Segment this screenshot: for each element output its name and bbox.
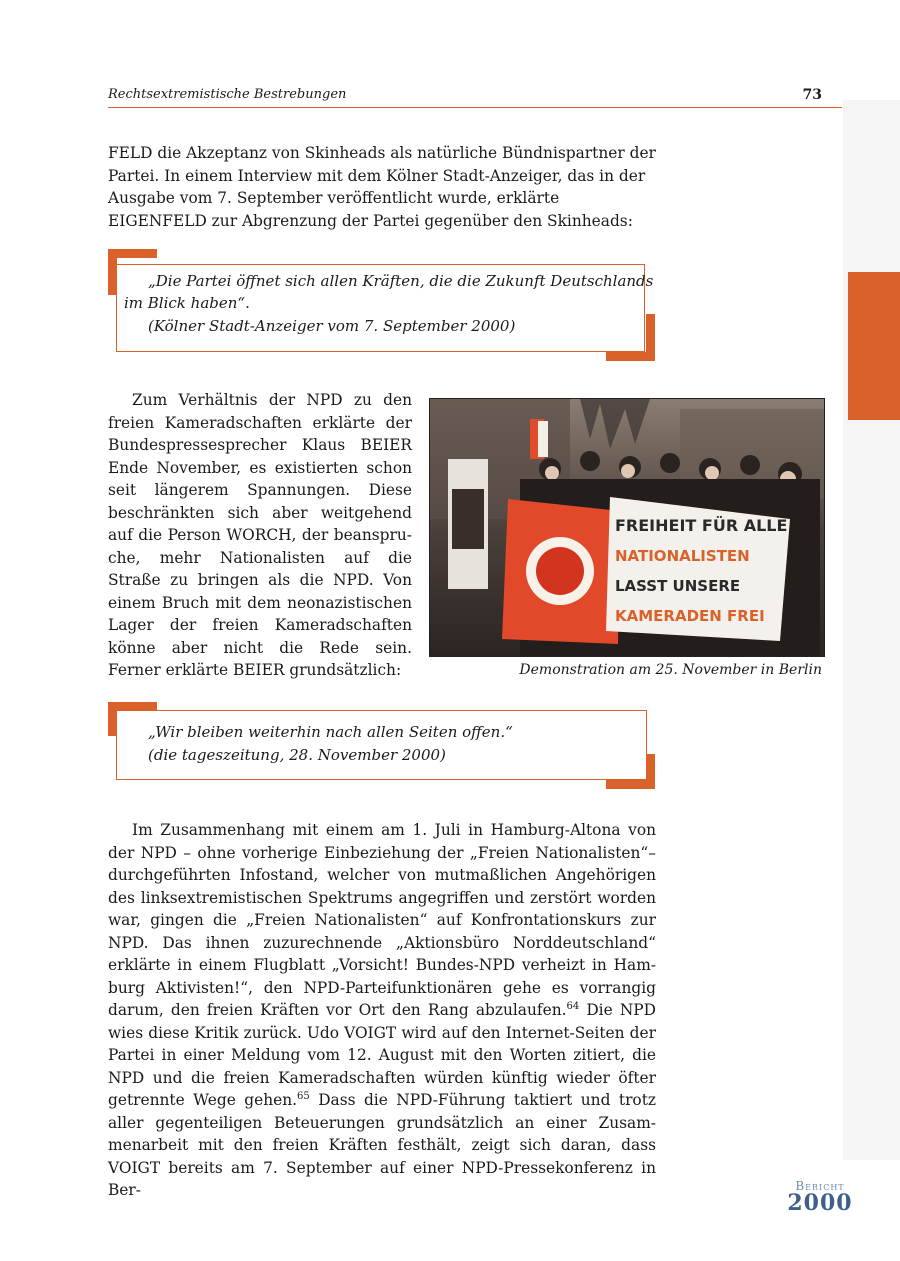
paragraph-3-part1: Im Zusammenhang mit einem am 1. Juli in Hamburg-Altona von der NPD – ohne vorherige Einbeziehung der „Freien Nationalisten“– durchgeführten Infostand, welcher von mutmaßlichen Angehörigen des linksextremistischen Spektrums angegriffen und zerstört worden war, gingen die „Freien Nationalisten“ auf Konfrontationskurs zur NPD. Das ihnen zuzurechnende „Aktionsbüro Norddeutschland“ erklärte in einem Flugblatt „Vorsicht! Bundes-NPD verheizt in Hamburg Aktivisten!“, den NPD-Parteifunktionären gehe es vorrangig darum, den freien Kräften vor Ort den Rang abzulaufen. [108,821,656,1019]
footnote-ref-65[interactable]: 65 [297,1090,310,1102]
quote2-line1: „Wir bleiben weiterhin nach allen Seiten offen.“ [148,723,513,741]
photo-illustration [430,399,825,657]
logo-year: 2000 [787,1190,853,1216]
photo-caption: Demonstration am 25. November in Berlin [519,662,822,678]
paragraph-2: Zum Verhältnis der NPD zu den freien Kameradschaften erklärte der Bundespressesprecher Klaus BEIER Ende November, es existierten schon seit längerem Spannungen. Diese beschränkten sich aber weitgehend auf die Person WORCH, der beanspruche, mehr Nationalisten auf die Straße zu bringen als die NPD. Von einem Bruch mit dem neonazistischen Lager der freien Kameradschaften könne aber nicht die Rede sein. Ferner erklärte BEIER grundsätzlich: [108,391,412,679]
header-title: Rechtsextremistische Bestrebungen [108,87,347,102]
paragraph-3-part2: Die NPD wies diese Kritik zurück. Udo VOIGT wird auf den Internet-Seiten der Partei in einer Meldung vom 12. August mit den Worten zitiert, die NPD und die freien Kameradschaften würden künftig wieder öfter getrennte Wege gehen. [108,1001,656,1109]
banner-line-4: KAMERADEN FREI [615,607,765,625]
quote2-corner-right [646,754,655,789]
logo-top-text: Bericht [795,1179,845,1193]
chapter-tab [848,272,900,420]
bericht-2000-logo [780,1180,860,1214]
paragraph-3 [108,819,656,1202]
page-number: 73 [802,87,822,103]
demonstration-photo [429,398,825,657]
banner-line-2: NATIONALISTEN [615,547,750,565]
quote1-corner-right [646,314,655,361]
side-strip [843,100,900,1160]
quote1-line2: im Blick haben“. [124,294,250,312]
banner-line-1: FREIHEIT FÜR ALLE [615,516,788,535]
quote1-source: (Kölner Stadt-Anzeiger vom 7. September 2000) [148,317,516,335]
paragraph-3-part3: Dass die NPD-Führung taktiert und trotz aller gegenteiligen Beteuerungen grundsätzlich an einer Zusammenarbeit mit den freien Kräften festhält, zeigt sich daran, dass VOIGT bereits am 7. September auf einer NPD-Pressekonferenz in Ber- [108,1091,656,1199]
quote2-source: (die tageszeitung, 28. November 2000) [148,746,446,764]
quote1-line1: „Die Partei öffnet sich allen Kräften, die die Zukunft Deutschlands [148,272,654,290]
banner-line-3: LASST UNSERE [615,577,741,595]
footnote-ref-64[interactable]: 64 [566,1000,580,1012]
running-header [108,87,842,108]
paragraph-1: FELD die Akzeptanz von Skinheads als natürliche Bündnispartner der Partei. In einem Interview mit dem Kölner Stadt-Anzeiger, das in der Ausgabe vom 7. September veröffentlicht wurde, erklärte EIGENFELD zur Abgrenzung der Partei gegenüber den Skinheads: [108,144,656,230]
